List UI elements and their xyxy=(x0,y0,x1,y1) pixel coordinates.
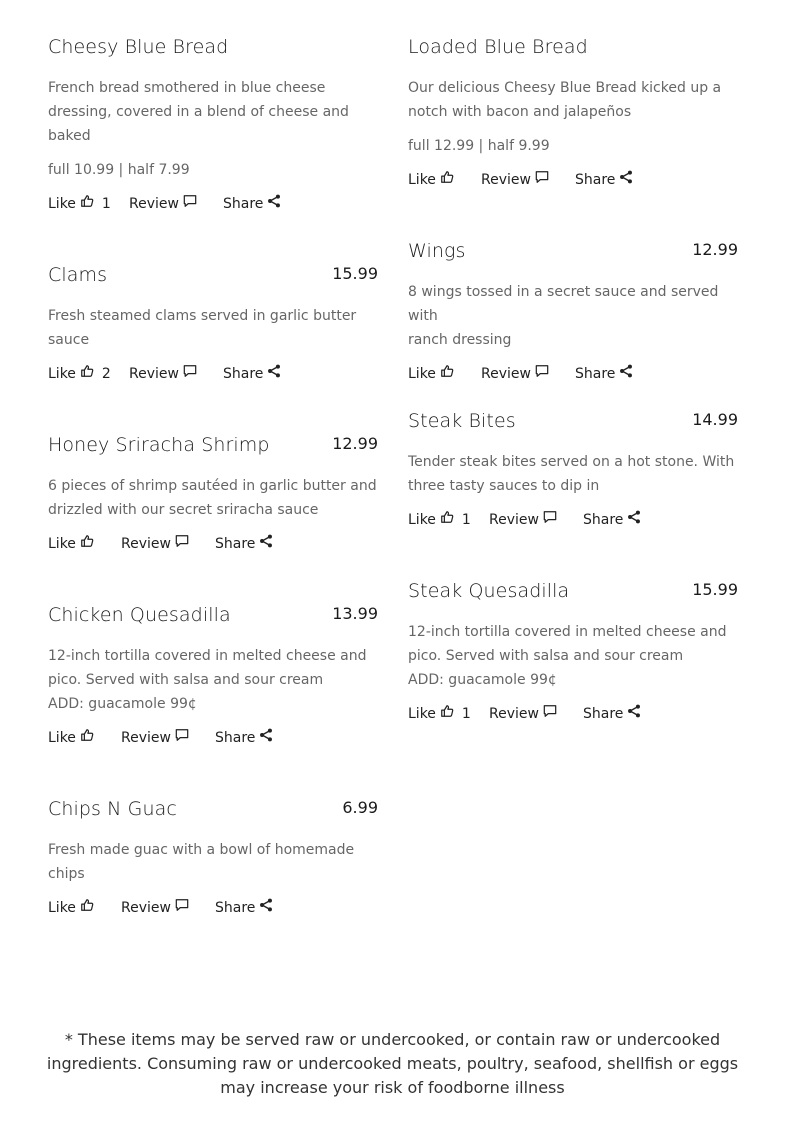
menu-item xyxy=(48,14,378,216)
share-label: Share xyxy=(223,196,264,212)
menu-item-name: Chicken Quesadilla xyxy=(48,604,231,626)
thumbs-up-icon xyxy=(440,362,454,386)
menu-item xyxy=(48,582,378,750)
like-button[interactable] xyxy=(408,508,471,532)
like-label: Like xyxy=(408,512,436,528)
share-button[interactable] xyxy=(215,726,273,750)
menu-item-price: 13.99 xyxy=(332,604,378,623)
menu-item-name: Steak Bites xyxy=(408,410,516,432)
comment-icon xyxy=(543,702,557,726)
menu-item-header xyxy=(48,776,378,820)
menu-item xyxy=(408,558,738,726)
like-label: Like xyxy=(48,366,76,382)
share-label: Share xyxy=(575,172,616,188)
like-button[interactable] xyxy=(48,896,94,920)
review-label: Review xyxy=(489,512,539,528)
menu-item xyxy=(48,242,378,386)
menu-item-name: Wings xyxy=(408,240,466,262)
share-icon xyxy=(619,362,633,386)
like-button[interactable] xyxy=(48,726,94,750)
menu-item-size-prices: full 12.99 | half 9.99 xyxy=(408,138,550,154)
share-label: Share xyxy=(583,512,624,528)
like-label: Like xyxy=(408,172,436,188)
review-button[interactable] xyxy=(129,362,197,386)
comment-icon xyxy=(175,896,189,920)
share-icon xyxy=(267,192,281,216)
like-label: Like xyxy=(48,536,76,552)
menu-item-name: Chips N Guac xyxy=(48,798,177,820)
like-label: Like xyxy=(48,730,76,746)
menu-item-header xyxy=(48,582,378,626)
menu-item-actions xyxy=(408,362,738,386)
menu-item-header xyxy=(408,558,738,602)
share-label: Share xyxy=(575,366,616,382)
menu-item-name: Cheesy Blue Bread xyxy=(48,36,229,58)
menu-item-actions xyxy=(48,726,378,750)
menu-item-price: 15.99 xyxy=(332,264,378,283)
like-label: Like xyxy=(48,196,76,212)
thumbs-up-icon xyxy=(80,896,94,920)
menu-item-price: 14.99 xyxy=(692,410,738,429)
share-icon xyxy=(619,168,633,192)
thumbs-up-icon xyxy=(440,508,454,532)
menu-item-price: 12.99 xyxy=(332,434,378,453)
share-button[interactable] xyxy=(223,192,281,216)
raw-food-disclaimer: * These items may be served raw or undercooked, or contain raw or undercooked ingredients. Consuming raw or undercooked meats, poultry, seafood, shellfish or eggs may increase your risk of foodborne illness xyxy=(46,1030,739,1097)
comment-icon xyxy=(183,192,197,216)
menu-item-name: Clams xyxy=(48,264,108,286)
review-button[interactable] xyxy=(481,168,549,192)
review-button[interactable] xyxy=(121,532,189,556)
review-button[interactable] xyxy=(481,362,549,386)
review-button[interactable] xyxy=(489,702,557,726)
share-label: Share xyxy=(583,706,624,722)
thumbs-up-icon xyxy=(80,532,94,556)
review-label: Review xyxy=(129,196,179,212)
menu-item-actions xyxy=(408,508,738,532)
menu-item-actions xyxy=(48,362,378,386)
thumbs-up-icon xyxy=(440,168,454,192)
menu-item-actions xyxy=(48,532,378,556)
share-button[interactable] xyxy=(575,168,633,192)
thumbs-up-icon xyxy=(80,192,94,216)
share-icon xyxy=(259,726,273,750)
share-icon xyxy=(259,532,273,556)
menu-item-addon: ADD: guacamole 99¢ xyxy=(408,672,557,688)
like-button[interactable] xyxy=(408,362,454,386)
review-label: Review xyxy=(121,900,171,916)
review-label: Review xyxy=(129,366,179,382)
share-icon xyxy=(627,508,641,532)
menu-item-description: Tender steak bites served on a hot stone. With three tasty sauces to dip in xyxy=(408,454,735,494)
review-button[interactable] xyxy=(129,192,197,216)
review-button[interactable] xyxy=(121,726,189,750)
menu-item-description: French bread smothered in blue cheese dressing, covered in a blend of cheese and baked xyxy=(48,80,349,144)
review-label: Review xyxy=(489,706,539,722)
share-button[interactable] xyxy=(583,702,641,726)
menu-item xyxy=(408,388,738,532)
like-button[interactable] xyxy=(48,532,94,556)
menu-item-name: Steak Quesadilla xyxy=(408,580,570,602)
like-label: Like xyxy=(408,366,436,382)
like-button[interactable] xyxy=(48,362,111,386)
menu-item-header xyxy=(408,14,738,58)
like-count: 2 xyxy=(101,366,111,382)
menu-item-actions xyxy=(408,702,738,726)
menu-item-description: 8 wings tossed in a secret sauce and served with ranch dressing xyxy=(408,284,719,348)
share-label: Share xyxy=(215,536,256,552)
menu-item-price: 12.99 xyxy=(692,240,738,259)
menu-item-size-prices: full 10.99 | half 7.99 xyxy=(48,162,190,178)
review-label: Review xyxy=(481,366,531,382)
like-count: 1 xyxy=(101,196,111,212)
share-label: Share xyxy=(223,366,264,382)
menu-item-header xyxy=(408,218,738,262)
menu-item xyxy=(408,14,738,192)
menu-item-name: Honey Sriracha Shrimp xyxy=(48,434,270,456)
menu-item-addon: ADD: guacamole 99¢ xyxy=(48,696,197,712)
thumbs-up-icon xyxy=(440,702,454,726)
menu-item xyxy=(48,776,378,920)
share-button[interactable] xyxy=(215,532,273,556)
share-icon xyxy=(259,896,273,920)
menu-item xyxy=(48,412,378,556)
menu-item-header xyxy=(408,388,738,432)
menu-item-actions xyxy=(48,896,378,920)
review-button[interactable] xyxy=(489,508,557,532)
share-icon xyxy=(267,362,281,386)
review-label: Review xyxy=(121,536,171,552)
menu-item-description: 6 pieces of shrimp sautéed in garlic butter and drizzled with our secret sriracha sauce xyxy=(48,478,377,518)
review-label: Review xyxy=(121,730,171,746)
menu-item-price: 15.99 xyxy=(692,580,738,599)
comment-icon xyxy=(535,362,549,386)
thumbs-up-icon xyxy=(80,362,94,386)
menu-item-description: Fresh made guac with a bowl of homemade chips xyxy=(48,842,355,882)
comment-icon xyxy=(543,508,557,532)
menu-item-header xyxy=(48,14,378,58)
share-button[interactable] xyxy=(215,896,273,920)
share-label: Share xyxy=(215,730,256,746)
menu-item-actions xyxy=(48,192,378,216)
menu-item-description: 12-inch tortilla covered in melted cheese and pico. Served with salsa and sour cream xyxy=(408,624,727,664)
like-button[interactable] xyxy=(408,702,471,726)
thumbs-up-icon xyxy=(80,726,94,750)
review-label: Review xyxy=(481,172,531,188)
comment-icon xyxy=(175,532,189,556)
menu-item-price: 6.99 xyxy=(342,798,378,817)
share-button[interactable] xyxy=(583,508,641,532)
menu-item-description: 12-inch tortilla covered in melted cheese and pico. Served with salsa and sour cream xyxy=(48,648,367,688)
like-button[interactable] xyxy=(48,192,111,216)
menu-item-description: Our delicious Cheesy Blue Bread kicked up a notch with bacon and jalapeños xyxy=(408,80,722,120)
like-count: 1 xyxy=(461,512,471,528)
like-label: Like xyxy=(408,706,436,722)
menu-item xyxy=(408,218,738,386)
comment-icon xyxy=(183,362,197,386)
like-count: 1 xyxy=(461,706,471,722)
like-label: Like xyxy=(48,900,76,916)
menu-item-description: Fresh steamed clams served in garlic butter sauce xyxy=(48,308,357,348)
menu-item-header xyxy=(48,412,378,456)
menu-item-name: Loaded Blue Bread xyxy=(408,36,588,58)
share-icon xyxy=(627,702,641,726)
comment-icon xyxy=(535,168,549,192)
share-button[interactable] xyxy=(223,362,281,386)
like-button[interactable] xyxy=(408,168,454,192)
review-button[interactable] xyxy=(121,896,189,920)
menu-item-actions xyxy=(408,168,738,192)
share-button[interactable] xyxy=(575,362,633,386)
comment-icon xyxy=(175,726,189,750)
menu-item-header xyxy=(48,242,378,286)
share-label: Share xyxy=(215,900,256,916)
